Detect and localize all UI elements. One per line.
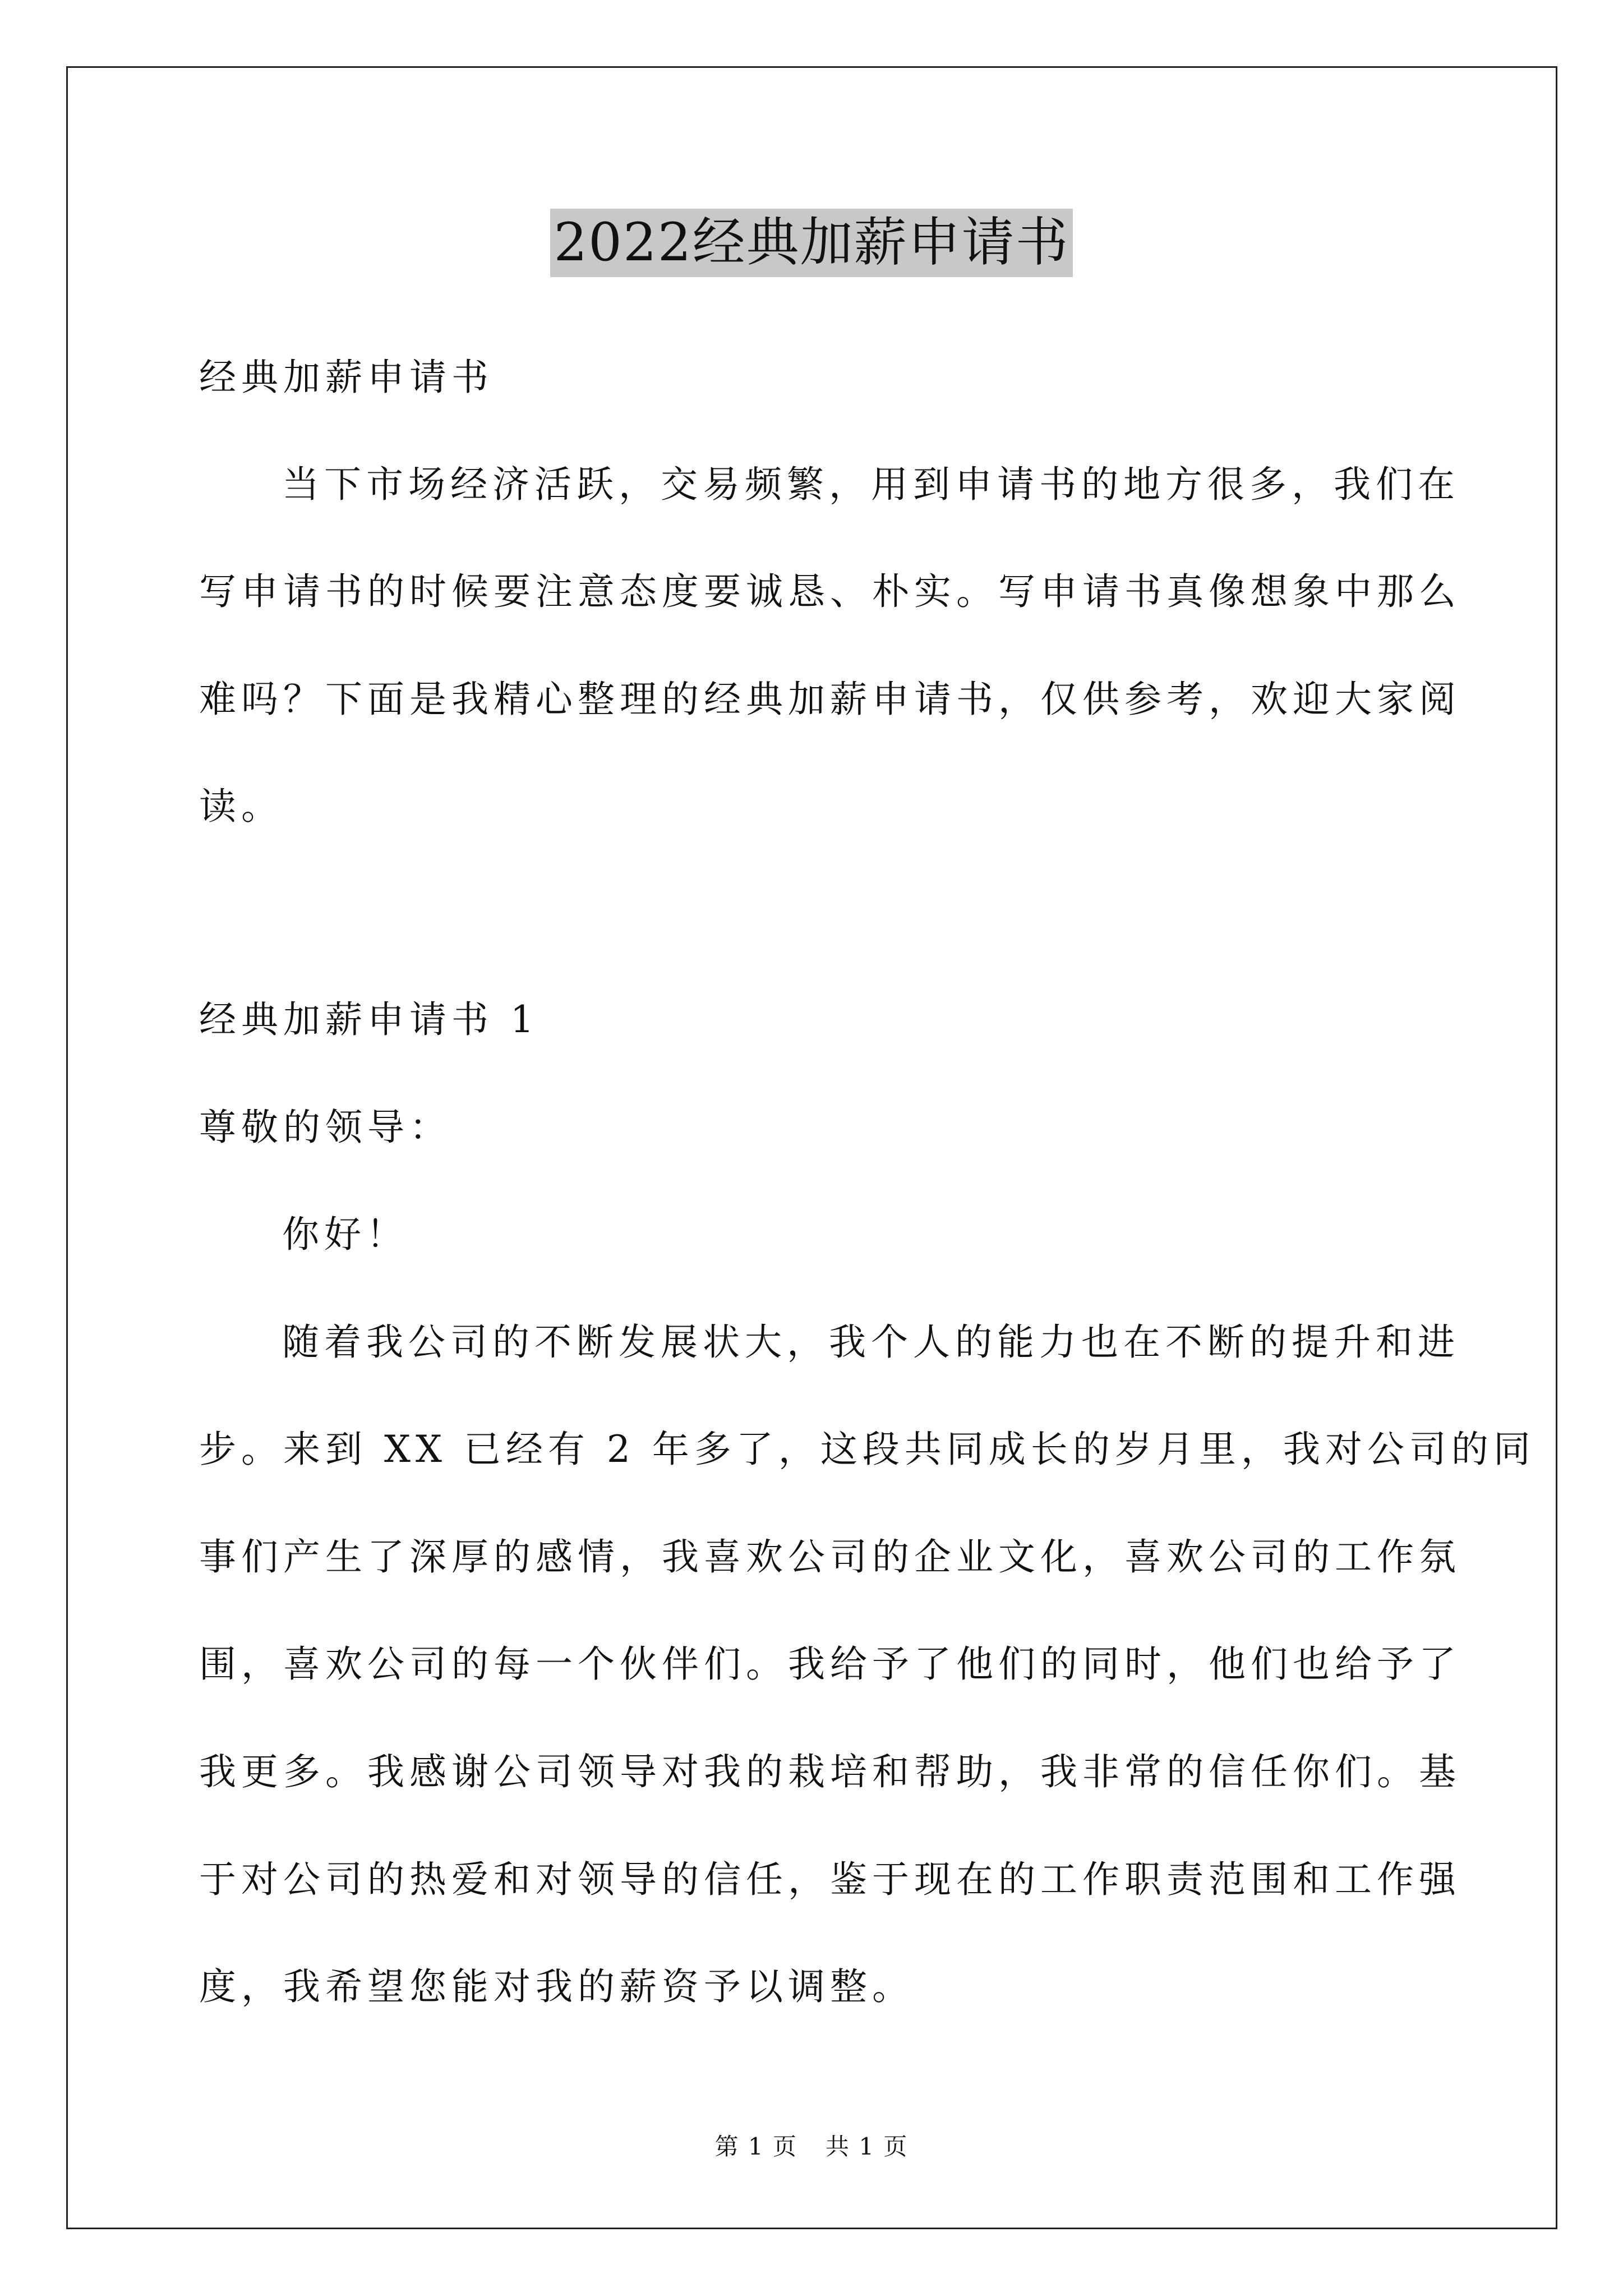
intro-line: 难吗？下面是我精心整理的经典加薪申请书，仅供参考，欢迎大家阅 bbox=[199, 678, 1461, 721]
page-total: 共 1 页 bbox=[826, 2133, 909, 2160]
body-line: 我更多。我感谢公司领导对我的栽培和帮助，我非常的信任你们。基 bbox=[199, 1750, 1461, 1793]
document-title: 2022经典加薪申请书 bbox=[550, 209, 1072, 277]
salutation: 尊敬的领导： bbox=[199, 1106, 451, 1149]
document-subtitle: 经典加薪申请书 bbox=[199, 356, 494, 399]
body-line: 随着我公司的不断发展状大，我个人的能力也在不断的提升和进 bbox=[282, 1320, 1460, 1364]
section-heading: 经典加薪申请书 1 bbox=[199, 998, 539, 1041]
body-line: 围，喜欢公司的每一个伙伴们。我给予了他们的同时，他们也给予了 bbox=[199, 1642, 1461, 1686]
body-line: 步。来到 XX 已经有 2 年多了，这段共同成长的岁月里，我对公司的同 bbox=[199, 1428, 1536, 1471]
title-container bbox=[0, 209, 1623, 277]
body-line: 事们产生了深厚的感情，我喜欢公司的企业文化，喜欢公司的工作氛 bbox=[199, 1535, 1461, 1579]
page-number: 第 1 页 bbox=[714, 2133, 797, 2160]
intro-line: 写申请书的时候要注意态度要诚恳、朴实。写申请书真像想象中那么 bbox=[199, 570, 1461, 613]
body-line: 于对公司的热爱和对领导的信任，鉴于现在的工作职责范围和工作强 bbox=[199, 1858, 1461, 1901]
page-footer bbox=[0, 2132, 1623, 2162]
intro-line: 当下市场经济活跃，交易频繁，用到申请书的地方很多，我们在 bbox=[282, 463, 1460, 506]
intro-line: 读。 bbox=[199, 785, 283, 828]
greeting: 你好！ bbox=[282, 1213, 408, 1256]
body-line: 度，我希望您能对我的薪资予以调整。 bbox=[199, 1965, 914, 2008]
